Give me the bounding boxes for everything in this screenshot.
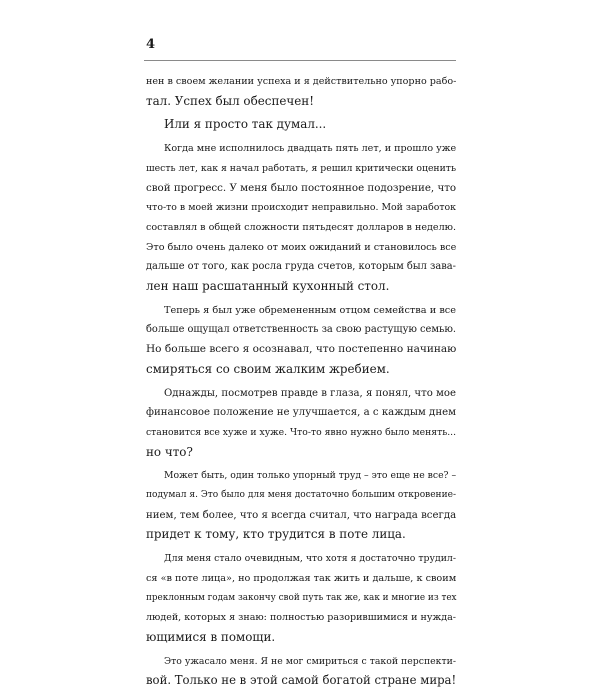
text-line: Это было очень далеко от моих ожиданий и становилось все: [146, 241, 457, 253]
text-line: подумал я. Это было для меня достаточно большим откровение-: [146, 490, 456, 501]
text-line: дальше от того, как росла груда счетов, которым был зава-: [146, 261, 456, 273]
paragraph: [146, 301, 456, 380]
text-line: больше ощущал ответственность за свою растущую семью.: [146, 324, 457, 336]
text-line: людей, которых я знаю: полностью разорившимися и нужда-: [146, 612, 456, 624]
paragraph: [146, 549, 456, 648]
text-line: Или я просто так думал...: [164, 117, 327, 132]
text-line: лен наш расшатанный кухонный стол.: [146, 279, 390, 294]
body-text: [146, 72, 456, 695]
text-line: нен в своем желании успеха и я действительно упорно рабо-: [146, 76, 457, 87]
text-line: нием, тем более, что я всегда считал, что награда всегда: [146, 509, 457, 521]
text-line: становится все хуже и хуже. Что-то явно нужно было менять...: [146, 426, 457, 438]
text-line: Когда мне исполнилось двадцать пять лет, и прошло уже: [164, 143, 457, 155]
text-line: преклонным годам закончу свой путь так же, как и многие из тех: [146, 592, 457, 603]
text-line: но что?: [146, 444, 193, 459]
text-line: что-то в моей жизни происходит неправильно. Мой заработок: [146, 202, 456, 214]
paragraph: [146, 384, 456, 463]
paragraph: [146, 139, 456, 297]
text-line: Может быть, один только упорный труд – это еще не все? –: [164, 470, 457, 482]
text-line: вой. Только не в этой самой богатой стране мира!: [146, 673, 457, 688]
text-line: финансовое положение не улучшается, а с каждым днем: [146, 407, 456, 419]
text-line: шесть лет, как я начал работать, я решил критически оценить: [146, 162, 456, 174]
text-line: свой прогресс. У меня было постоянное подозрение, что: [146, 181, 457, 194]
text-line: ющимися в помощи.: [146, 629, 276, 644]
header-divider: [144, 60, 456, 61]
paragraph: [146, 115, 456, 135]
text-line: ся «в поте лица», но продолжая так жить и дальше, к своим: [146, 572, 457, 584]
text-line: Теперь я был уже обремененным отцом семейства и все: [164, 304, 456, 316]
paragraph: [146, 652, 456, 691]
text-line: составлял в общей сложности пятьдесят долларов в неделю.: [146, 221, 457, 233]
paragraph: [146, 466, 456, 545]
text-line: придет к тому, кто трудится в поте лица.: [146, 527, 406, 542]
text-line: Однажды, посмотрев правде в глаза, я понял, что мое: [164, 387, 456, 399]
paragraph: [146, 72, 456, 111]
text-line: Для меня стало очевидным, что хотя я достаточно трудил-: [164, 553, 456, 565]
page-number: 4: [146, 37, 156, 52]
text-line: Это ужасало меня. Я не мог смириться с такой перспекти-: [164, 655, 456, 667]
text-line: смиряться со своим жалким жребием.: [146, 361, 390, 376]
text-line: Но больше всего я осознавал, что постепенно начинаю: [146, 343, 457, 356]
text-line: тал. Успех был обеспечен!: [146, 93, 315, 108]
